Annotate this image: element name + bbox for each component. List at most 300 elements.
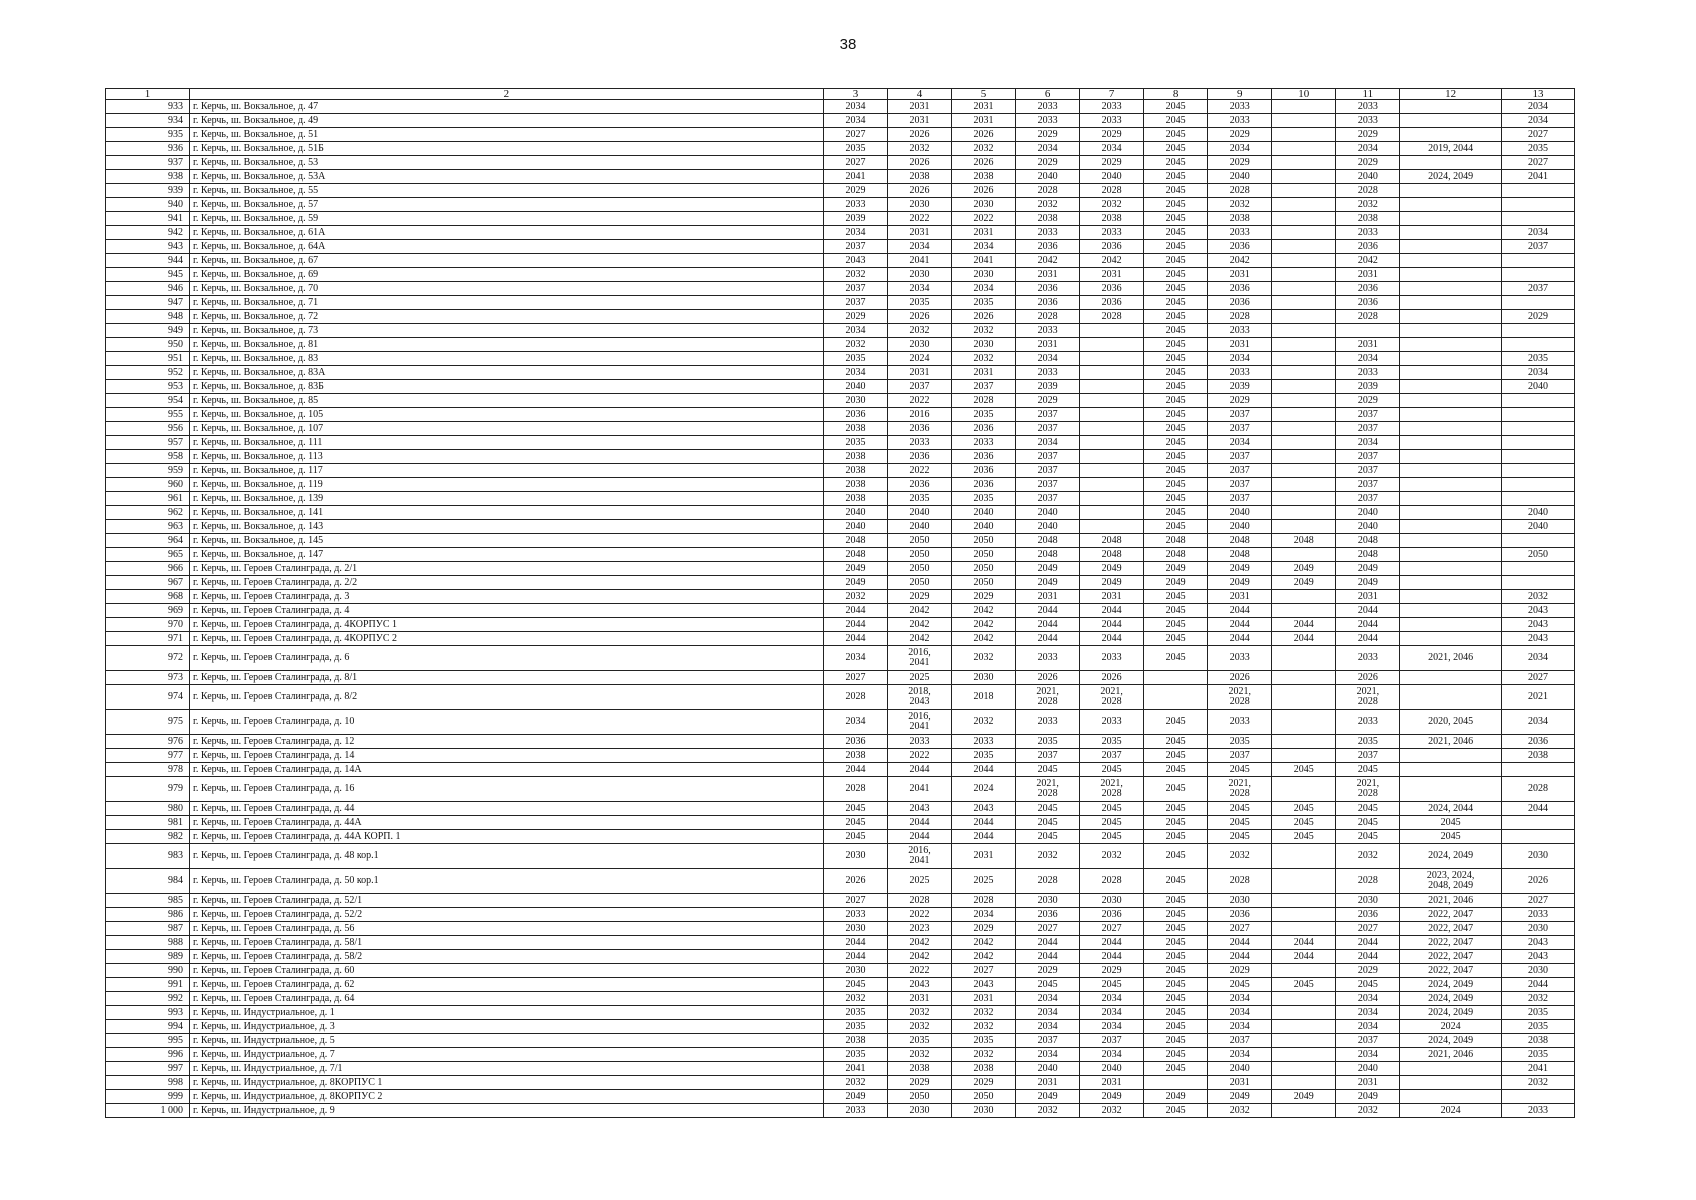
year-cell: 2037 [1336, 422, 1400, 436]
year-cell [1272, 310, 1336, 324]
year-cell: 2026 [887, 156, 951, 170]
table-row [106, 777, 1575, 802]
year-cell: 2034 [1016, 436, 1080, 450]
year-cell: 2045 [1272, 763, 1336, 777]
year-cell [1501, 324, 1574, 338]
year-cell [1400, 184, 1502, 198]
address-cell: г. Керчь, ш. Индустриальное, д. 8КОРПУС 1 [189, 1076, 823, 1090]
year-cell: 2034 [1501, 646, 1574, 671]
year-cell: 2045 [1144, 844, 1208, 869]
year-cell: 2036 [1208, 296, 1272, 310]
year-cell: 2033 [823, 908, 887, 922]
address-cell: г. Керчь, ш. Вокзальное, д. 72 [189, 310, 823, 324]
year-cell: 2031 [887, 114, 951, 128]
year-cell: 2024, 2049 [1400, 978, 1502, 992]
year-cell: 2036 [887, 478, 951, 492]
year-cell [1144, 1076, 1208, 1090]
year-cell: 2029 [1501, 310, 1574, 324]
address-cell: г. Керчь, ш. Вокзальное, д. 71 [189, 296, 823, 310]
year-cell: 2031 [952, 226, 1016, 240]
year-cell: 2048 [1080, 534, 1144, 548]
address-cell: г. Керчь, ш. Вокзальное, д. 145 [189, 534, 823, 548]
row-number-cell: 996 [106, 1048, 190, 1062]
year-cell: 2027 [1080, 922, 1144, 936]
year-cell: 2049 [1016, 576, 1080, 590]
address-cell: г. Керчь, ш. Героев Сталинграда, д. 2/2 [189, 576, 823, 590]
year-cell [1272, 296, 1336, 310]
year-cell: 2045 [1016, 802, 1080, 816]
year-cell: 2042 [1016, 254, 1080, 268]
year-cell [1400, 1076, 1502, 1090]
year-cell: 2029 [1016, 394, 1080, 408]
year-cell [1501, 268, 1574, 282]
year-cell: 2044 [1016, 936, 1080, 950]
year-cell: 2034 [1336, 1006, 1400, 1020]
year-cell: 2044 [1336, 936, 1400, 950]
row-number-cell: 960 [106, 478, 190, 492]
year-cell: 2040 [1501, 380, 1574, 394]
year-cell: 2049 [1208, 1090, 1272, 1104]
year-cell [1080, 450, 1144, 464]
year-cell: 2033 [1016, 324, 1080, 338]
year-cell [1501, 478, 1574, 492]
year-cell: 2036 [1080, 908, 1144, 922]
year-cell: 2044 [1016, 618, 1080, 632]
table-row [106, 1062, 1575, 1076]
year-cell [1400, 254, 1502, 268]
address-cell: г. Керчь, ш. Индустриальное, д. 7 [189, 1048, 823, 1062]
year-cell: 2033 [1080, 100, 1144, 114]
address-cell: г. Керчь, ш. Героев Сталинграда, д. 10 [189, 710, 823, 735]
year-cell: 2028 [1080, 869, 1144, 894]
year-cell: 2036 [823, 408, 887, 422]
address-cell: г. Керчь, ш. Героев Сталинграда, д. 50 кор.1 [189, 869, 823, 894]
year-cell: 2034 [823, 366, 887, 380]
year-cell [1501, 492, 1574, 506]
year-cell: 2037 [1501, 240, 1574, 254]
year-cell: 2021, 2028 [1080, 777, 1144, 802]
year-cell: 2040 [1336, 1062, 1400, 1076]
year-cell: 2036 [1501, 735, 1574, 749]
year-cell: 2048 [823, 548, 887, 562]
year-cell [1400, 562, 1502, 576]
address-cell: г. Керчь, ш. Индустриальное, д. 3 [189, 1020, 823, 1034]
row-number-cell: 982 [106, 830, 190, 844]
table-row [106, 671, 1575, 685]
row-number-cell: 984 [106, 869, 190, 894]
year-cell: 2040 [823, 520, 887, 534]
address-cell: г. Керчь, ш. Героев Сталинграда, д. 44А КОРП. 1 [189, 830, 823, 844]
table-row [106, 1090, 1575, 1104]
year-cell: 2027 [823, 671, 887, 685]
year-cell: 2045 [1144, 128, 1208, 142]
row-number-cell: 937 [106, 156, 190, 170]
year-cell: 2034 [1208, 1006, 1272, 1020]
year-cell: 2029 [1208, 128, 1272, 142]
year-cell [1272, 198, 1336, 212]
year-cell: 2034 [1016, 1020, 1080, 1034]
table-row [106, 352, 1575, 366]
year-cell: 2049 [1272, 576, 1336, 590]
year-cell [1272, 464, 1336, 478]
year-cell [1272, 1076, 1336, 1090]
year-cell [1080, 380, 1144, 394]
year-cell: 2050 [887, 1090, 951, 1104]
year-cell [1400, 380, 1502, 394]
year-cell: 2049 [1080, 1090, 1144, 1104]
year-cell [1400, 534, 1502, 548]
year-cell: 2037 [1336, 408, 1400, 422]
year-cell: 2035 [1501, 1020, 1574, 1034]
year-cell: 2026 [887, 310, 951, 324]
year-cell: 2026 [952, 310, 1016, 324]
year-cell [1501, 830, 1574, 844]
year-cell: 2032 [823, 590, 887, 604]
year-cell: 2035 [1080, 735, 1144, 749]
year-cell: 2037 [823, 296, 887, 310]
year-cell: 2045 [1016, 978, 1080, 992]
table-row [106, 950, 1575, 964]
table-row [106, 936, 1575, 950]
year-cell: 2029 [823, 184, 887, 198]
year-cell: 2043 [1501, 618, 1574, 632]
year-cell: 2036 [1080, 296, 1144, 310]
year-cell: 2038 [952, 1062, 1016, 1076]
year-cell: 2048 [1016, 548, 1080, 562]
row-number-cell: 938 [106, 170, 190, 184]
row-number-cell: 993 [106, 1006, 190, 1020]
year-cell: 2040 [1016, 1062, 1080, 1076]
table-row [106, 184, 1575, 198]
year-cell: 2033 [823, 198, 887, 212]
year-cell: 2040 [1208, 506, 1272, 520]
address-cell: г. Керчь, ш. Вокзальное, д. 139 [189, 492, 823, 506]
year-cell [1501, 394, 1574, 408]
year-cell: 2049 [823, 1090, 887, 1104]
year-cell: 2037 [1336, 464, 1400, 478]
year-cell: 2040 [1336, 520, 1400, 534]
year-cell: 2035 [952, 1034, 1016, 1048]
year-cell [1272, 212, 1336, 226]
year-cell: 2033 [1016, 226, 1080, 240]
year-cell: 2031 [952, 100, 1016, 114]
year-cell: 2032 [823, 992, 887, 1006]
year-cell: 2018, 2043 [887, 685, 951, 710]
row-number-cell: 971 [106, 632, 190, 646]
year-cell: 2045 [1144, 816, 1208, 830]
table-row [106, 170, 1575, 184]
year-cell: 2036 [952, 450, 1016, 464]
year-cell [1400, 548, 1502, 562]
year-cell: 2028 [952, 894, 1016, 908]
table-row [106, 282, 1575, 296]
year-cell: 2049 [1336, 562, 1400, 576]
year-cell: 2035 [823, 352, 887, 366]
year-cell [1272, 492, 1336, 506]
year-cell: 2050 [887, 562, 951, 576]
year-cell [1272, 142, 1336, 156]
year-cell: 2045 [1144, 936, 1208, 950]
year-cell: 2037 [1016, 422, 1080, 436]
year-cell: 2028 [1016, 184, 1080, 198]
year-cell [1501, 562, 1574, 576]
table-row [106, 735, 1575, 749]
table-row [106, 156, 1575, 170]
table-row [106, 1034, 1575, 1048]
year-cell: 2034 [1336, 992, 1400, 1006]
year-cell: 2042 [887, 618, 951, 632]
year-cell: 2029 [887, 1076, 951, 1090]
year-cell: 2032 [952, 710, 1016, 735]
year-cell: 2028 [1336, 184, 1400, 198]
year-cell: 2032 [1080, 1104, 1144, 1118]
year-cell [1400, 408, 1502, 422]
year-cell: 2033 [887, 436, 951, 450]
year-cell: 2048 [1336, 534, 1400, 548]
year-cell [1400, 156, 1502, 170]
year-cell: 2044 [1336, 950, 1400, 964]
year-cell [1400, 240, 1502, 254]
row-number-cell: 963 [106, 520, 190, 534]
year-cell: 2031 [952, 366, 1016, 380]
year-cell: 2028 [952, 394, 1016, 408]
address-cell: г. Керчь, ш. Героев Сталинграда, д. 56 [189, 922, 823, 936]
table-row [106, 632, 1575, 646]
year-cell: 2037 [1208, 464, 1272, 478]
year-cell: 2032 [887, 324, 951, 338]
year-cell [1272, 380, 1336, 394]
address-cell: г. Керчь, ш. Героев Сталинграда, д. 14 [189, 749, 823, 763]
year-cell: 2045 [823, 802, 887, 816]
year-cell [1400, 324, 1502, 338]
year-cell: 2031 [887, 366, 951, 380]
row-number-cell: 970 [106, 618, 190, 632]
year-cell: 2028 [1501, 777, 1574, 802]
year-cell [1272, 749, 1336, 763]
year-cell: 2037 [1336, 492, 1400, 506]
year-cell: 2049 [1144, 576, 1208, 590]
year-cell [1400, 100, 1502, 114]
year-cell: 2044 [1208, 950, 1272, 964]
year-cell: 2045 [1144, 226, 1208, 240]
year-cell [1272, 520, 1336, 534]
year-cell: 2034 [952, 282, 1016, 296]
year-cell: 2026 [952, 128, 1016, 142]
year-cell: 2034 [823, 100, 887, 114]
year-cell: 2034 [1208, 352, 1272, 366]
table-row [106, 450, 1575, 464]
address-cell: г. Керчь, ш. Героев Сталинграда, д. 58/1 [189, 936, 823, 950]
year-cell: 2029 [1080, 128, 1144, 142]
year-cell: 2030 [952, 198, 1016, 212]
row-number-cell: 972 [106, 646, 190, 671]
year-cell [1400, 394, 1502, 408]
year-cell: 2032 [952, 1048, 1016, 1062]
year-cell: 2029 [1016, 156, 1080, 170]
year-cell: 2035 [1501, 1048, 1574, 1062]
year-cell: 2037 [1016, 492, 1080, 506]
year-cell [1400, 226, 1502, 240]
year-cell: 2031 [952, 844, 1016, 869]
year-cell: 2020, 2045 [1400, 710, 1502, 735]
year-cell: 2031 [1080, 268, 1144, 282]
year-cell: 2039 [1208, 380, 1272, 394]
row-number-cell: 949 [106, 324, 190, 338]
year-cell: 2030 [952, 338, 1016, 352]
year-cell: 2045 [1144, 763, 1208, 777]
year-cell: 2045 [1272, 802, 1336, 816]
year-cell: 2041 [823, 170, 887, 184]
year-cell: 2040 [1016, 170, 1080, 184]
year-cell: 2022 [887, 908, 951, 922]
year-cell: 2043 [952, 802, 1016, 816]
address-cell: г. Керчь, ш. Индустриальное, д. 8КОРПУС 2 [189, 1090, 823, 1104]
row-number-cell: 941 [106, 212, 190, 226]
year-cell [1400, 576, 1502, 590]
year-cell: 2037 [1016, 450, 1080, 464]
year-cell [1400, 520, 1502, 534]
year-cell [1272, 128, 1336, 142]
year-cell: 2030 [1080, 894, 1144, 908]
address-cell: г. Керчь, ш. Героев Сталинграда, д. 58/2 [189, 950, 823, 964]
year-cell: 2032 [952, 324, 1016, 338]
table-body [106, 100, 1575, 1118]
year-cell: 2044 [1016, 950, 1080, 964]
year-cell: 2036 [1336, 282, 1400, 296]
year-cell: 2045 [1272, 830, 1336, 844]
year-cell: 2041 [1501, 170, 1574, 184]
address-cell: г. Керчь, ш. Индустриальное, д. 7/1 [189, 1062, 823, 1076]
column-header-4: 4 [887, 89, 951, 100]
year-cell: 2036 [1016, 282, 1080, 296]
year-cell: 2032 [1208, 1104, 1272, 1118]
year-cell: 2037 [1080, 749, 1144, 763]
year-cell: 2044 [1016, 632, 1080, 646]
year-cell: 2030 [952, 268, 1016, 282]
year-cell: 2031 [1208, 338, 1272, 352]
row-number-cell: 934 [106, 114, 190, 128]
year-cell: 2032 [1016, 1104, 1080, 1118]
year-cell [1400, 296, 1502, 310]
year-cell: 2038 [823, 450, 887, 464]
year-cell [1400, 1062, 1502, 1076]
year-cell: 2045 [1080, 816, 1144, 830]
year-cell: 2045 [1080, 802, 1144, 816]
year-cell: 2034 [1501, 366, 1574, 380]
year-cell [1080, 422, 1144, 436]
year-cell: 2038 [823, 1034, 887, 1048]
year-cell: 2030 [1336, 894, 1400, 908]
year-cell [1400, 492, 1502, 506]
year-cell: 2038 [1016, 212, 1080, 226]
year-cell: 2032 [1208, 844, 1272, 869]
year-cell: 2030 [823, 922, 887, 936]
year-cell: 2043 [1501, 936, 1574, 950]
year-cell: 2026 [887, 184, 951, 198]
year-cell [1272, 964, 1336, 978]
row-number-cell: 933 [106, 100, 190, 114]
address-cell: г. Керчь, ш. Героев Сталинграда, д. 4 [189, 604, 823, 618]
year-cell: 2035 [887, 492, 951, 506]
year-cell: 2036 [1208, 240, 1272, 254]
year-cell: 2024, 2044 [1400, 802, 1502, 816]
year-cell: 2044 [887, 830, 951, 844]
address-cell: г. Керчь, ш. Вокзальное, д. 59 [189, 212, 823, 226]
year-cell: 2030 [823, 844, 887, 869]
year-cell [1400, 478, 1502, 492]
year-cell: 2041 [823, 1062, 887, 1076]
year-cell: 2045 [1144, 240, 1208, 254]
year-cell: 2033 [1208, 366, 1272, 380]
year-cell: 2029 [1208, 156, 1272, 170]
year-cell: 2044 [1016, 604, 1080, 618]
year-cell [1144, 685, 1208, 710]
year-cell: 2033 [1016, 366, 1080, 380]
year-cell [1400, 212, 1502, 226]
year-cell: 2029 [887, 590, 951, 604]
address-cell: г. Керчь, ш. Героев Сталинграда, д. 8/2 [189, 685, 823, 710]
table-row [106, 802, 1575, 816]
year-cell [1272, 240, 1336, 254]
table-row [106, 478, 1575, 492]
address-cell: г. Керчь, ш. Вокзальное, д. 83 [189, 352, 823, 366]
year-cell: 2036 [1080, 282, 1144, 296]
table-row [106, 1076, 1575, 1090]
year-cell: 2050 [952, 576, 1016, 590]
year-cell: 2045 [1144, 1020, 1208, 1034]
year-cell: 2045 [1144, 338, 1208, 352]
year-cell: 2021, 2046 [1400, 1048, 1502, 1062]
year-cell: 2032 [1080, 844, 1144, 869]
table-row [106, 816, 1575, 830]
row-number-cell: 958 [106, 450, 190, 464]
year-cell: 2037 [1016, 1034, 1080, 1048]
year-cell: 2026 [1501, 869, 1574, 894]
year-cell [1400, 632, 1502, 646]
year-cell: 2044 [1336, 632, 1400, 646]
year-cell: 2037 [1016, 478, 1080, 492]
year-cell: 2028 [887, 894, 951, 908]
column-header-12: 12 [1400, 89, 1502, 100]
year-cell: 2045 [1144, 254, 1208, 268]
row-number-cell: 998 [106, 1076, 190, 1090]
year-cell: 2049 [1208, 562, 1272, 576]
row-number-cell: 969 [106, 604, 190, 618]
year-cell: 2044 [887, 816, 951, 830]
table-row [106, 128, 1575, 142]
year-cell: 2031 [1208, 1076, 1272, 1090]
year-cell [1272, 506, 1336, 520]
year-cell: 2030 [1208, 894, 1272, 908]
year-cell: 2044 [1080, 632, 1144, 646]
year-cell: 2042 [952, 632, 1016, 646]
year-cell: 2032 [1336, 1104, 1400, 1118]
year-cell: 2037 [887, 380, 951, 394]
year-cell [1080, 436, 1144, 450]
year-cell: 2038 [823, 464, 887, 478]
year-cell: 2042 [952, 618, 1016, 632]
year-cell: 2048 [1016, 534, 1080, 548]
year-cell: 2028 [823, 777, 887, 802]
table-row [106, 212, 1575, 226]
year-cell: 2037 [1208, 450, 1272, 464]
year-cell: 2043 [1501, 604, 1574, 618]
year-cell [1501, 184, 1574, 198]
year-cell: 2030 [1501, 922, 1574, 936]
year-cell [1272, 1062, 1336, 1076]
year-cell: 2045 [1144, 632, 1208, 646]
year-cell: 2037 [1336, 478, 1400, 492]
